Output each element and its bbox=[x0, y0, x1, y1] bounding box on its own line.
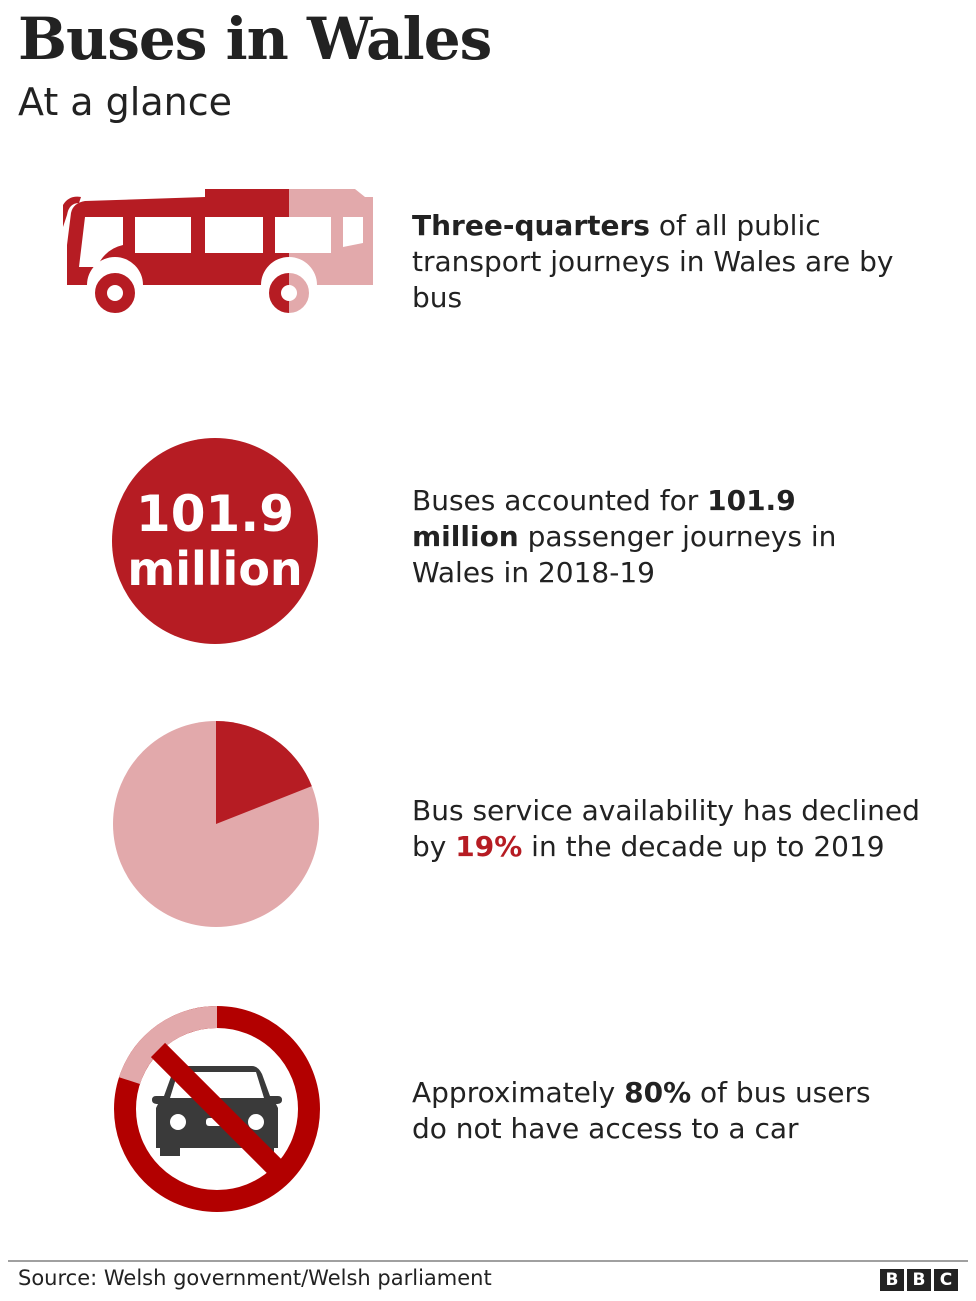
journeys-stat-circle bbox=[112, 438, 318, 644]
footer-divider bbox=[8, 1260, 968, 1262]
bbc-logo-letter: B bbox=[907, 1269, 931, 1291]
fact-availability-bold: 19% bbox=[455, 830, 523, 863]
fact-car-access-bold: 80% bbox=[624, 1076, 692, 1109]
source-note: Source: Welsh government/Welsh parliament bbox=[18, 1266, 492, 1290]
fact-car-access-pre: Approximately bbox=[412, 1076, 625, 1109]
pie-chart bbox=[112, 720, 320, 928]
fact-car-access bbox=[412, 1075, 912, 1147]
fact-car-access-rest: of bus users do not have access to a car bbox=[412, 1076, 871, 1145]
bbc-logo bbox=[880, 1269, 958, 1291]
circle-unit: million bbox=[127, 542, 303, 596]
bbc-logo-letter: B bbox=[880, 1269, 904, 1291]
fact-availability-pre: Bus service availability has declined by bbox=[412, 794, 920, 863]
no-car-icon bbox=[112, 1004, 322, 1214]
page-title: Buses in Wales bbox=[18, 5, 492, 73]
fact-journeys-rest: passenger journeys in Wales in 2018-19 bbox=[412, 520, 837, 589]
fact-journeys-pre: Buses accounted for bbox=[412, 484, 708, 517]
fact-availability-rest: in the decade up to 2019 bbox=[522, 830, 885, 863]
circle-number: 101.9 bbox=[135, 485, 295, 543]
fact-availability bbox=[412, 793, 952, 865]
bbc-logo-letter: C bbox=[934, 1269, 958, 1291]
fact-journeys-bold: 101.9 million bbox=[412, 484, 796, 553]
fact-bus-share bbox=[412, 208, 952, 316]
page-subtitle: At a glance bbox=[18, 80, 232, 124]
fact-bus-share-rest: of all public transport journeys in Wales are by bus bbox=[412, 209, 894, 314]
fact-bus-share-bold: Three-quarters bbox=[412, 209, 650, 242]
bus-icon bbox=[55, 185, 375, 317]
fact-journeys bbox=[412, 483, 892, 591]
